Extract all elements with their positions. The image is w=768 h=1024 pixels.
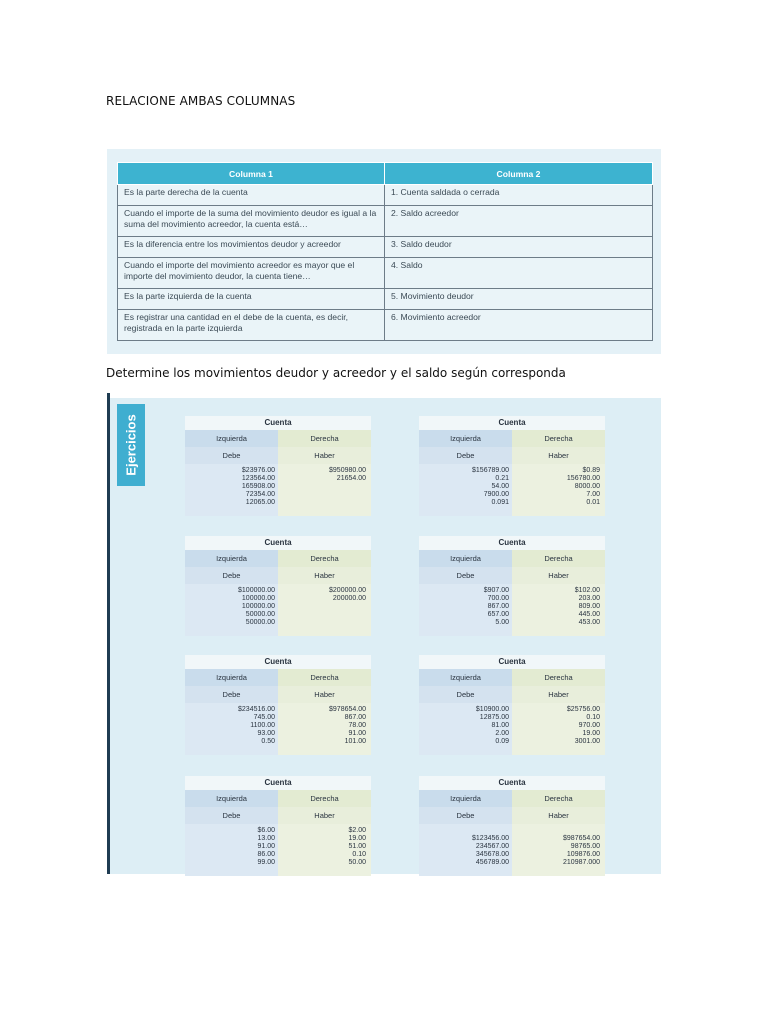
column-2-cell: 6. Movimiento acreedor (385, 310, 653, 341)
left-side-label: Izquierda (419, 669, 512, 686)
debe-entry: 0.091 (491, 499, 509, 506)
column-2-cell: 3. Saldo deudor (385, 237, 653, 258)
table-row (118, 310, 653, 341)
haber-entry: 51.00 (348, 843, 366, 850)
haber-entry: 445.00 (578, 611, 600, 618)
debe-entry: 1100.00 (250, 722, 275, 729)
debe-entry: $123456.00 (472, 835, 509, 842)
debe-entry: $156789.00 (472, 467, 509, 474)
debe-entry: 12065.00 (245, 499, 275, 506)
table-row (118, 258, 653, 289)
debe-entry: $907.00 (483, 587, 509, 594)
t-account-5 (185, 655, 371, 755)
debe-entry: 2.00 (495, 730, 509, 737)
debe-column (185, 464, 278, 516)
t-account-1 (185, 416, 371, 516)
right-side-label: Derecha (512, 790, 605, 807)
haber-label: Haber (512, 807, 605, 824)
account-sides-row (185, 790, 371, 807)
match-columns-panel (107, 149, 661, 354)
account-entries (185, 824, 371, 876)
account-sides-row (185, 669, 371, 686)
debe-column (419, 824, 512, 876)
account-sides-row (419, 790, 605, 807)
t-account-4 (419, 536, 605, 636)
t-account-6 (419, 655, 605, 755)
debe-entry: 0.21 (495, 475, 509, 482)
debe-entry: 7900.00 (483, 491, 509, 498)
account-debe-haber-row (185, 807, 371, 824)
table-row (118, 185, 653, 206)
debe-label: Debe (419, 567, 512, 584)
haber-entry: $978654.00 (329, 706, 366, 713)
debe-entry: 234567.00 (475, 843, 509, 850)
account-debe-haber-row (419, 447, 605, 464)
debe-column (419, 464, 512, 516)
exercises-panel (107, 398, 661, 874)
account-sides-row (419, 550, 605, 567)
debe-entry: 50000.00 (245, 611, 275, 618)
table-row (118, 289, 653, 310)
haber-entry: 78.00 (348, 722, 366, 729)
account-debe-haber-row (185, 686, 371, 703)
account-entries (185, 584, 371, 636)
account-title: Cuenta (185, 416, 371, 430)
left-side-label: Izquierda (185, 790, 278, 807)
table-row (118, 206, 653, 237)
right-side-label: Derecha (278, 430, 371, 447)
debe-entry: $100000.00 (238, 587, 275, 594)
haber-entry: $0.89 (582, 467, 600, 474)
debe-entry: 700.00 (487, 595, 509, 602)
account-debe-haber-row (185, 447, 371, 464)
debe-entry: 99.00 (257, 859, 275, 866)
debe-label: Debe (419, 686, 512, 703)
debe-entry: 657.00 (487, 611, 509, 618)
debe-entry: 100000.00 (241, 595, 275, 602)
right-side-label: Derecha (278, 790, 371, 807)
haber-entry: 156780.00 (566, 475, 600, 482)
haber-column (278, 703, 371, 755)
column-1-cell: Cuando el importe del movimiento acreedor es mayor que el importe del movimiento deudor, la cuenta tiene… (118, 258, 385, 289)
right-side-label: Derecha (512, 550, 605, 567)
haber-label: Haber (512, 447, 605, 464)
left-side-label: Izquierda (419, 550, 512, 567)
haber-entry: 109876.00 (566, 851, 600, 858)
column-2-cell: 2. Saldo acreedor (385, 206, 653, 237)
debe-label: Debe (185, 807, 278, 824)
haber-column (278, 584, 371, 636)
haber-label: Haber (512, 686, 605, 703)
column-1-cell: Es la parte izquierda de la cuenta (118, 289, 385, 310)
account-debe-haber-row (419, 686, 605, 703)
debe-entry: $10900.00 (475, 706, 509, 713)
debe-column (419, 703, 512, 755)
haber-column (512, 464, 605, 516)
debe-label: Debe (419, 807, 512, 824)
account-title: Cuenta (419, 416, 605, 430)
haber-column (512, 703, 605, 755)
account-entries (419, 703, 605, 755)
account-title: Cuenta (419, 776, 605, 790)
haber-entry: 210987.000 (563, 859, 600, 866)
column-2-cell: 1. Cuenta saldada o cerrada (385, 185, 653, 206)
haber-entry: 3001.00 (574, 738, 600, 745)
column-2-cell: 4. Saldo (385, 258, 653, 289)
debe-entry: 165908.00 (241, 483, 275, 490)
page-heading-relacione: RELACIONE AMBAS COLUMNAS (106, 94, 296, 108)
debe-entry: 13.00 (257, 835, 275, 842)
account-entries (419, 584, 605, 636)
t-account-7 (185, 776, 371, 876)
debe-entry: 0.50 (261, 738, 275, 745)
debe-entry: 72354.00 (245, 491, 275, 498)
account-entries (419, 464, 605, 516)
account-title: Cuenta (185, 776, 371, 790)
haber-label: Haber (278, 567, 371, 584)
haber-entry: 970.00 (578, 722, 600, 729)
table-row (118, 237, 653, 258)
right-side-label: Derecha (278, 669, 371, 686)
account-sides-row (185, 550, 371, 567)
haber-label: Haber (278, 447, 371, 464)
column-1-cell: Cuando el importe de la suma del movimiento deudor es igual a la suma del movimiento acreedor, la cuenta está… (118, 206, 385, 237)
debe-entry: 81.00 (491, 722, 509, 729)
page-heading-determine: Determine los movimientos deudor y acreedor y el saldo según corresponda (106, 366, 566, 380)
haber-entry (512, 827, 600, 835)
debe-entry: 456789.00 (475, 859, 509, 866)
haber-entry: 91.00 (348, 730, 366, 737)
haber-entry: $950980.00 (329, 467, 366, 474)
haber-entry: $2.00 (348, 827, 366, 834)
debe-entry: 0.09 (495, 738, 509, 745)
debe-entry: $23976.00 (241, 467, 275, 474)
account-debe-haber-row (419, 807, 605, 824)
left-side-label: Izquierda (419, 790, 512, 807)
haber-entry: 0.01 (586, 499, 600, 506)
haber-entry: 0.10 (586, 714, 600, 721)
account-sides-row (185, 430, 371, 447)
haber-entry: 453.00 (578, 619, 600, 626)
account-entries (185, 703, 371, 755)
haber-column (278, 464, 371, 516)
account-title: Cuenta (185, 655, 371, 669)
left-side-label: Izquierda (185, 430, 278, 447)
match-columns-table (117, 162, 653, 341)
account-title: Cuenta (185, 536, 371, 550)
column-2-header: Columna 2 (385, 163, 653, 185)
haber-entry: $25756.00 (566, 706, 600, 713)
debe-column (185, 703, 278, 755)
account-debe-haber-row (419, 567, 605, 584)
t-account-8 (419, 776, 605, 876)
debe-label: Debe (185, 447, 278, 464)
account-title: Cuenta (419, 655, 605, 669)
haber-entry: 50.00 (348, 859, 366, 866)
left-side-label: Izquierda (185, 550, 278, 567)
debe-entry: 100000.00 (241, 603, 275, 610)
haber-entry: 200000.00 (332, 595, 366, 602)
haber-entry: $987654.00 (563, 835, 600, 842)
debe-entry: $234516.00 (238, 706, 275, 713)
exercises-side-bar (107, 393, 110, 874)
haber-column (512, 824, 605, 876)
debe-entry: 54.00 (491, 483, 509, 490)
haber-entry: 867.00 (344, 714, 366, 721)
left-side-label: Izquierda (419, 430, 512, 447)
debe-entry (419, 827, 509, 835)
debe-entry: 50000.00 (245, 619, 275, 626)
account-entries (419, 824, 605, 876)
account-entries (185, 464, 371, 516)
debe-entry: 867.00 (487, 603, 509, 610)
haber-entry: 19.00 (582, 730, 600, 737)
right-side-label: Derecha (512, 430, 605, 447)
account-debe-haber-row (185, 567, 371, 584)
debe-label: Debe (185, 567, 278, 584)
haber-entry: 21654.00 (336, 475, 366, 482)
haber-entry: $200000.00 (329, 587, 366, 594)
right-side-label: Derecha (512, 669, 605, 686)
debe-column (185, 584, 278, 636)
debe-entry: 86.00 (257, 851, 275, 858)
column-1-cell: Es la parte derecha de la cuenta (118, 185, 385, 206)
haber-entry: 101.00 (344, 738, 366, 745)
column-1-header: Columna 1 (118, 163, 385, 185)
account-sides-row (419, 430, 605, 447)
haber-entry: 0.10 (352, 851, 366, 858)
haber-entry: $102.00 (574, 587, 600, 594)
haber-entry: 203.00 (578, 595, 600, 602)
haber-column (512, 584, 605, 636)
column-2-cell: 5. Movimiento deudor (385, 289, 653, 310)
debe-entry: 123564.00 (241, 475, 275, 482)
t-account-3 (185, 536, 371, 636)
debe-column (185, 824, 278, 876)
debe-label: Debe (419, 447, 512, 464)
haber-label: Haber (278, 807, 371, 824)
left-side-label: Izquierda (185, 669, 278, 686)
debe-entry: 745.00 (253, 714, 275, 721)
right-side-label: Derecha (278, 550, 371, 567)
account-sides-row (419, 669, 605, 686)
exercises-tab (117, 404, 145, 486)
account-title: Cuenta (419, 536, 605, 550)
column-1-cell: Es la diferencia entre los movimientos deudor y acreedor (118, 237, 385, 258)
haber-entry: 19.00 (348, 835, 366, 842)
debe-entry: 12875.00 (479, 714, 509, 721)
debe-entry: $6.00 (257, 827, 275, 834)
haber-entry: 98765.00 (570, 843, 600, 850)
debe-entry: 93.00 (257, 730, 275, 737)
debe-entry: 91.00 (257, 843, 275, 850)
haber-label: Haber (278, 686, 371, 703)
t-account-2 (419, 416, 605, 516)
column-1-cell: Es registrar una cantidad en el debe de la cuenta, es decir, registrada en la parte izquierda (118, 310, 385, 341)
debe-entry: 5.00 (495, 619, 509, 626)
haber-entry: 8000.00 (574, 483, 600, 490)
haber-label: Haber (512, 567, 605, 584)
exercises-title: Ejercicios (123, 414, 139, 476)
debe-label: Debe (185, 686, 278, 703)
haber-column (278, 824, 371, 876)
haber-entry: 7.00 (586, 491, 600, 498)
debe-column (419, 584, 512, 636)
debe-entry: 345678.00 (475, 851, 509, 858)
haber-entry: 809.00 (578, 603, 600, 610)
